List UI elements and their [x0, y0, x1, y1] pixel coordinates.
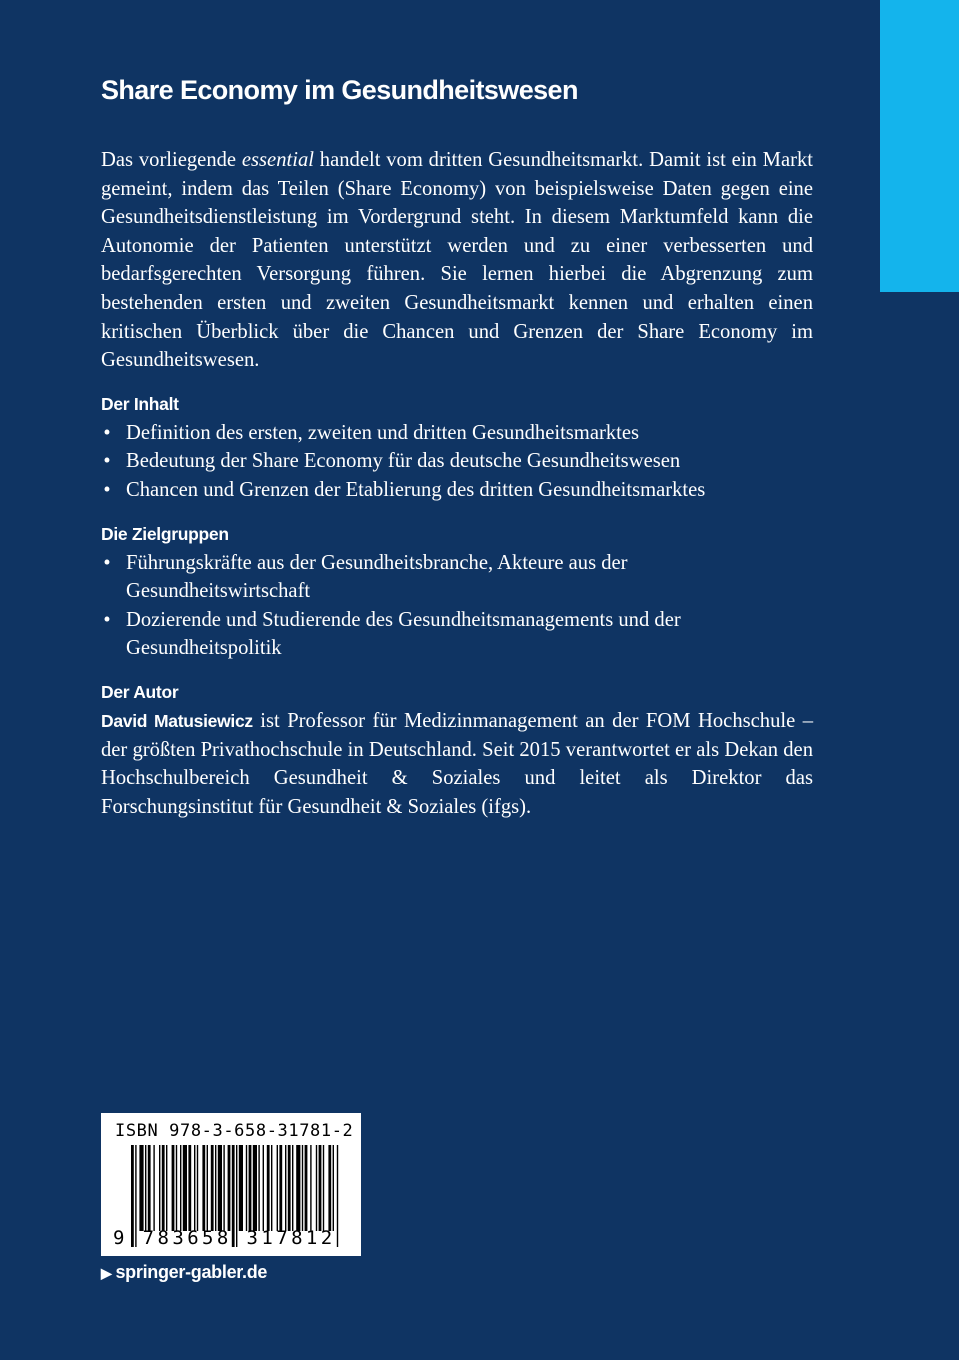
- bullet-icon: •: [103, 478, 111, 501]
- zielgruppen-list: [101, 549, 813, 663]
- barcode-bar: [316, 1145, 317, 1231]
- barcode-bar: [223, 1145, 224, 1231]
- bullet-icon: •: [103, 551, 111, 574]
- barcode-bar: [258, 1145, 259, 1231]
- barcode-bar: [263, 1145, 264, 1231]
- barcode-bar: [139, 1145, 143, 1231]
- isbn-barcode: [101, 1113, 361, 1256]
- barcode-bar: [323, 1145, 324, 1231]
- barcode-bar: [249, 1145, 252, 1231]
- barcode-bar: [180, 1145, 181, 1231]
- list-item: • Bedeutung der Share Economy für das deutsche Gesundheitswesen: [101, 447, 813, 476]
- intro-text-start: Das vorliegende: [101, 149, 242, 171]
- intro-paragraph: [101, 146, 813, 375]
- barcode-bar: [277, 1145, 278, 1231]
- barcode-bar: [279, 1145, 282, 1231]
- barcode-bar: [218, 1145, 222, 1231]
- list-item: • Chancen und Grenzen der Etablierung des dritten Gesundheitsmarktes: [101, 476, 813, 505]
- barcode-bar: [271, 1145, 272, 1231]
- back-cover-content: [101, 70, 813, 821]
- barcode-bar: [194, 1145, 195, 1231]
- barcode-bar: [188, 1145, 191, 1231]
- barcode-bar: [148, 1145, 151, 1231]
- barcode-bar: [288, 1145, 291, 1231]
- autor-heading: Der Autor: [101, 681, 179, 702]
- book-title: Share Economy im Gesundheitswesen: [101, 75, 578, 105]
- barcode-bar: [333, 1145, 334, 1231]
- barcode-bar: [197, 1145, 198, 1231]
- barcode-digits: 9 783658 317812: [113, 1227, 336, 1249]
- barcode-bar: [239, 1145, 243, 1231]
- barcode-bar: [310, 1145, 311, 1231]
- barcode-bar: [253, 1145, 257, 1231]
- barcode-bar: [292, 1145, 293, 1231]
- intro-emphasis: essential: [241, 149, 314, 171]
- barcode-bar: [211, 1145, 214, 1231]
- bullet-icon: •: [103, 450, 111, 473]
- barcode-bar: [246, 1145, 247, 1231]
- list-item: • Führungskräfte aus der Gesundheitsbranche, Akteure aus der Gesundheitswirtschaft: [101, 549, 813, 606]
- bullet-icon: •: [103, 608, 111, 631]
- barcode-bar: [207, 1145, 208, 1231]
- barcode-bar: [215, 1145, 216, 1231]
- barcode-bar: [337, 1145, 338, 1247]
- author-name: David Matusiewicz: [101, 710, 253, 731]
- barcode-bar: [153, 1145, 154, 1231]
- barcode-bar: [328, 1145, 331, 1231]
- triangle-right-icon: ▶: [101, 1265, 112, 1281]
- accent-tab: [880, 0, 959, 292]
- barcode-bar: [285, 1145, 286, 1231]
- barcode-bar: [302, 1145, 303, 1231]
- barcode-bar: [305, 1145, 308, 1231]
- inhalt-list: [101, 419, 813, 505]
- barcode-bar: [159, 1145, 160, 1231]
- barcode-bar: [172, 1145, 175, 1231]
- barcode-bar: [166, 1145, 167, 1231]
- barcode-bar: [176, 1145, 177, 1231]
- inhalt-heading: Der Inhalt: [101, 393, 179, 414]
- barcode-bar: [202, 1145, 205, 1231]
- barcode-bar: [228, 1145, 231, 1231]
- barcode-bar: [319, 1145, 322, 1231]
- barcode-bar: [267, 1145, 270, 1231]
- bullet-icon: •: [103, 421, 111, 444]
- barcode-bar: [162, 1145, 165, 1231]
- list-item: • Definition des ersten, zweiten und dritten Gesundheitsmarktes: [101, 419, 813, 448]
- barcode-bar: [145, 1145, 146, 1231]
- publisher-link[interactable]: ▶ springer-gabler.de: [101, 1262, 268, 1282]
- barcode-bar: [183, 1145, 187, 1231]
- intro-text-rest: handelt vom dritten Gesundheitsmarkt. Damit ist ein Markt gemeint, indem das Teilen (Share Economy) von beispielsweise Daten gegen eine Gesundheitsdienstleistung im Vordergrund steht. In diesem Marktumfeld kann die Autonomie der Patienten unterstützt werden und zu einer verbesserten und bedarfsgerechten Versorgung führen. Sie lernen hierbei die Abgrenzung zum bestehenden ersten und zweiten Gesundheitsmarkt kennen und erhalten einen kritischen Überblick über die Chancen und Grenzen der Share Economy im Gesundheitswesen.: [101, 149, 813, 372]
- author-bio: [101, 707, 813, 821]
- author-bio-text: ist Professor für Medizinmanagement an der FOM Hochschule – der größten Privathochschule in Deutschland. Seit 2015 verantwortet er als Dekan den Hochschulbereich Gesundheit & Soziales und leitet als Direktor das Forschungsinstitut für Gesundheit & Soziales (ifgs).: [101, 709, 813, 818]
- zielgruppen-heading: Die Zielgruppen: [101, 523, 229, 544]
- barcode-bar: [296, 1145, 300, 1231]
- list-item: • Dozierende und Studierende des Gesundheitsmanagements und der Gesundheitspolitik: [101, 606, 813, 663]
- isbn-label: ISBN 978-3-658-31781-2: [115, 1121, 354, 1141]
